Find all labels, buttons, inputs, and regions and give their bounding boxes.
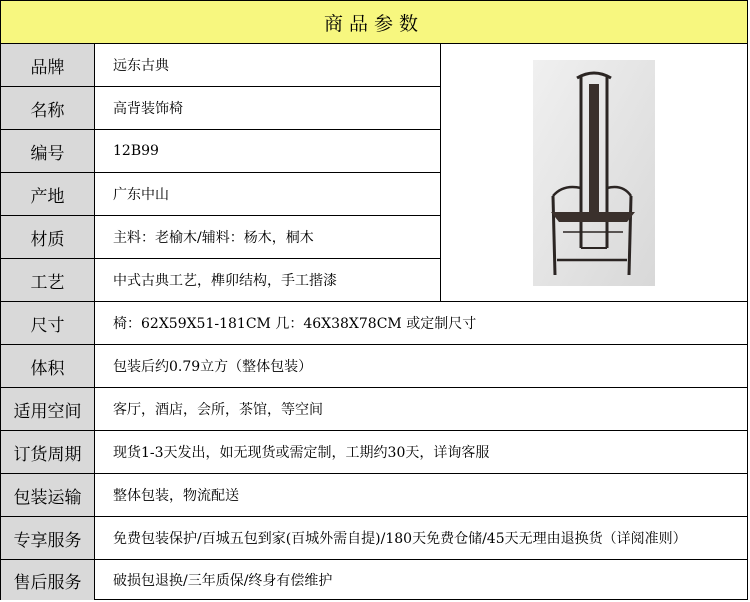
table-row-space <box>1 388 747 431</box>
table-row-shipping <box>1 474 747 517</box>
table-row-volume <box>1 345 747 388</box>
row-value: 远东古典 <box>95 44 441 86</box>
row-value: 高背装饰椅 <box>95 87 441 129</box>
table-row-name <box>1 87 441 130</box>
table-row-material <box>1 216 441 259</box>
product-image-cell <box>441 44 747 302</box>
row-label: 名称 <box>1 87 95 129</box>
row-label: 适用空间 <box>1 388 95 430</box>
row-value: 破损包退换/三年质保/终身有偿维护 <box>113 573 333 589</box>
table-title: 商品参数 <box>323 12 424 35</box>
table-row-after-sales <box>1 560 747 600</box>
row-label: 包装运输 <box>1 474 95 516</box>
row-value: 12B99 <box>95 130 441 172</box>
row-value: 整体包装，物流配送 <box>113 488 239 504</box>
row-label: 专享服务 <box>1 517 95 559</box>
table-row-craft <box>1 259 441 302</box>
table-row-code <box>1 130 441 173</box>
row-value: 包装后约0.79立方（整体包装） <box>113 359 313 375</box>
row-label: 订货周期 <box>1 431 95 473</box>
row-value: 现货1-3天发出，如无现货或需定制，工期约30天，详询客服 <box>113 445 490 461</box>
row-value: 免费包装保护/百城五包到家(百城外需自提)/180天免费仓储/45天无理由退换货（详阅准则） <box>113 531 687 547</box>
table-row-size <box>1 302 747 345</box>
row-value: 椅：62X59X51-181CM 几：46X38X78CM 或定制尺寸 <box>113 316 477 332</box>
row-value: 客厅，酒店，会所，茶馆，等空间 <box>113 402 323 418</box>
row-label: 品牌 <box>1 44 95 86</box>
row-label: 材质 <box>1 216 95 258</box>
row-label: 尺寸 <box>1 302 95 344</box>
table-row-origin <box>1 173 441 216</box>
row-label: 产地 <box>1 173 95 215</box>
chair-photo <box>533 60 655 286</box>
table-row-brand <box>1 44 441 87</box>
row-value: 主料：老榆木/辅料：杨木，桐木 <box>95 216 441 258</box>
row-label: 编号 <box>1 130 95 172</box>
row-value: 中式古典工艺，榫卯结构，手工揩漆 <box>95 259 441 301</box>
row-label: 工艺 <box>1 259 95 301</box>
table-row-lead-time <box>1 431 747 474</box>
table-header <box>1 1 747 44</box>
table-row-exclusive-service <box>1 517 747 560</box>
row-value: 广东中山 <box>95 173 441 215</box>
row-label: 售后服务 <box>1 560 95 600</box>
row-label: 体积 <box>1 345 95 387</box>
